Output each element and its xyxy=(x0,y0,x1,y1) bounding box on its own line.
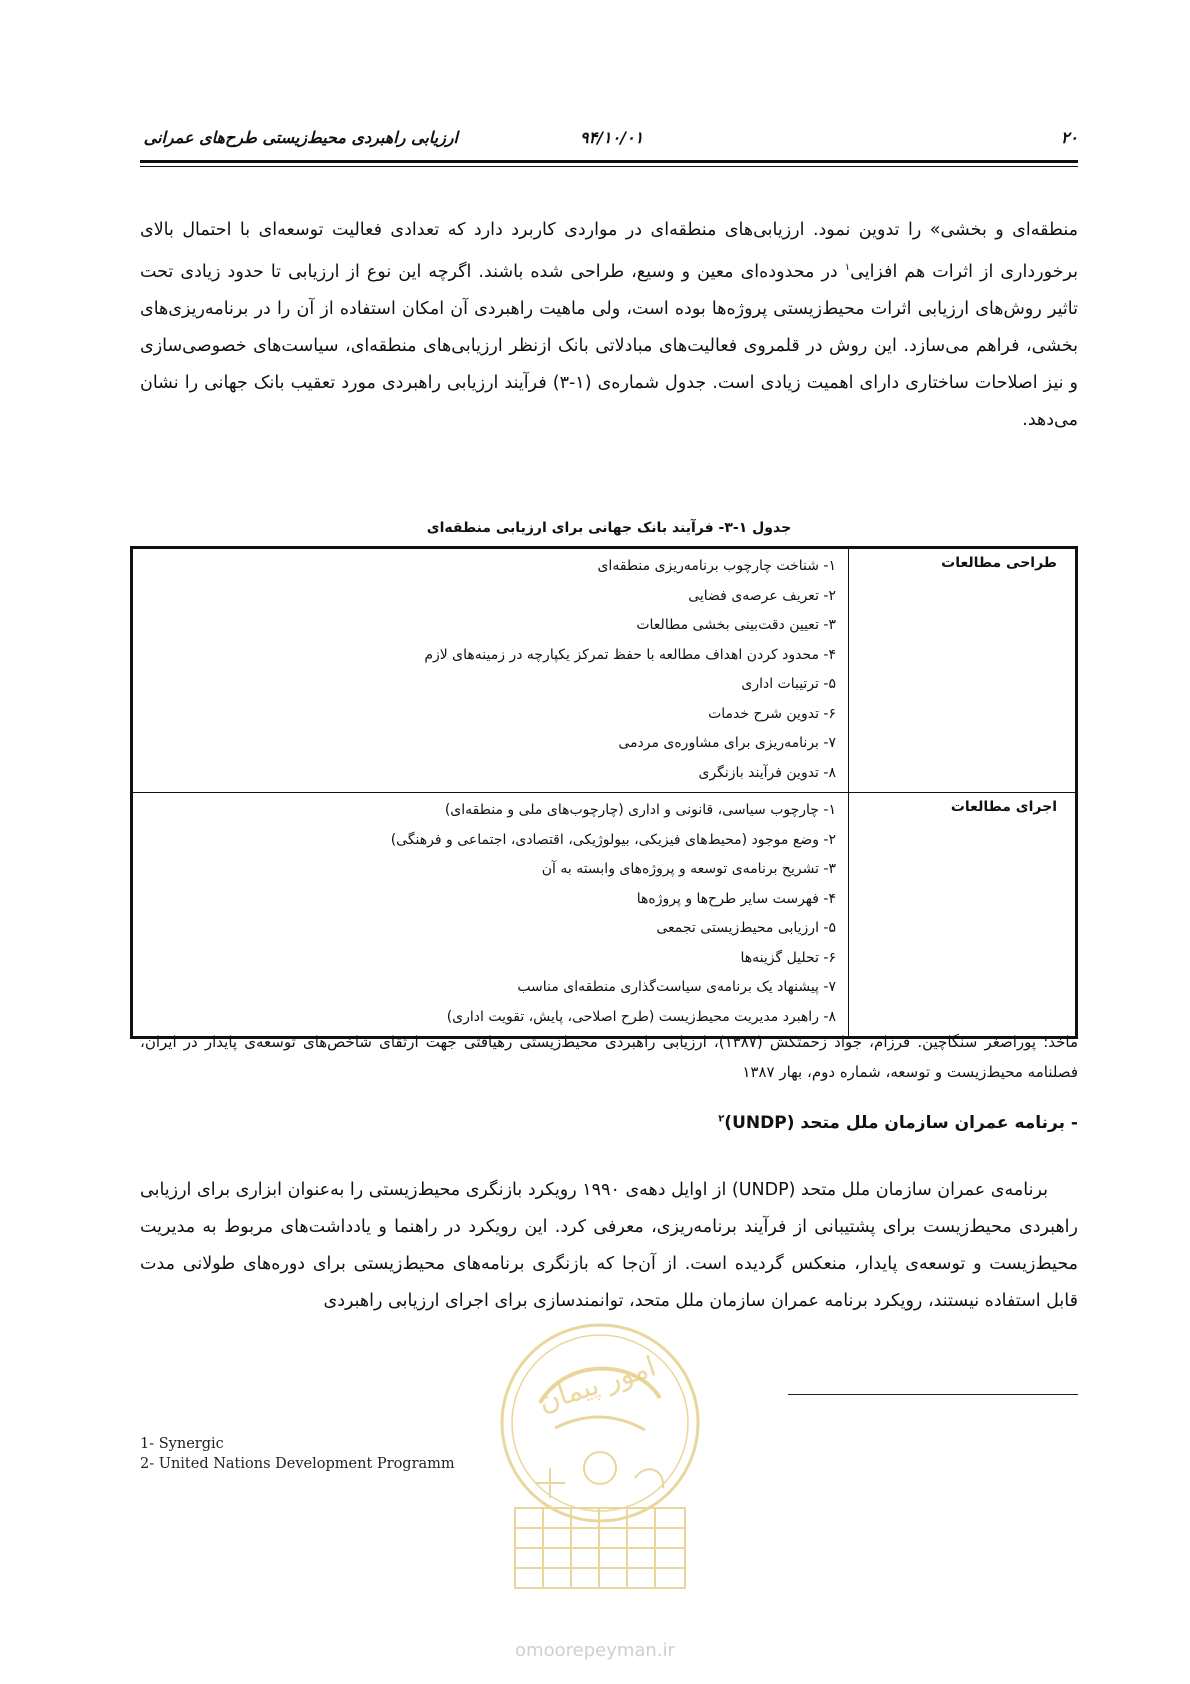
table-item: ۴- فهرست سایر طرح‌ها و پروژه‌ها xyxy=(636,890,836,907)
table-item: ۶- تحلیل گزینه‌ها xyxy=(740,949,836,966)
row-items-execution xyxy=(132,793,849,1038)
table-item: ۲- وضع موجود (محیط‌های فیزیکی، بیولوژیکی، اقتصادی، اجتماعی و فرهنگی) xyxy=(390,831,836,848)
watermark-logo-text: امور پیمان xyxy=(534,1349,660,1419)
watermark-url: omoorepeyman.ir xyxy=(515,1640,675,1661)
table-caption: جدول ۱-۳- فرآیند بانک جهانی برای ارزیابی منطقه‌ای xyxy=(426,520,792,536)
table-item: ۵- ارزیابی محیط‌زیستی تجمعی xyxy=(656,920,836,936)
table-item: ۳- تشریح برنامه‌ی توسعه و پروژه‌های وابسته به آن xyxy=(541,861,836,877)
footnote-1: 1- Synergic xyxy=(140,1436,224,1452)
table-item: ۲- تعریف عرصه‌ی فضایی xyxy=(688,587,836,604)
footnote-rule xyxy=(788,1394,1078,1395)
paragraph-1-text-a: منطقه‌ای و بخشی» را تدوین نمود. ارزیابی‌های منطقه‌ای در مواردی کاربرد دارد که تعدادی فعالیت توسعه‌ای با احتمال بالای برخورداری از اثرات هم افزایی xyxy=(140,220,1078,282)
paragraph-2-text: برنامه‌ی عمران سازمان ملل متحد (UNDP) از اوایل دهه‌ی ۱۹۹۰ رویکرد بازنگری محیط‌زیستی را به‌عنوان ابزاری برای ارزیابی راهبردی محیط‌زیست برای پشتیبانی از فرآیند برنامه‌ریزی، معرفی کرد. این رویکرد در راهنما و یادداشت‌های مربوط به مدیریت محیط‌زیست و توسعه‌ی پایدار، منعکس گردیده است. از آن‌جا که بازنگری برنامه‌های محیط‌زیستی برای دوره‌های طولانی مدت قابل استفاده نیستند، رویکرد برنامه عمران سازمان ملل متحد، توانمندسازی برای اجرای ارزیابی راهبردی xyxy=(140,1180,1078,1311)
table-item: ۱- چارچوب سیاسی، قانونی و اداری (چارچوب‌های ملی و منطقه‌ای) xyxy=(444,802,836,818)
header-rule-thick xyxy=(140,160,1078,163)
footnote-mark-1: ۱ xyxy=(844,262,851,273)
section-heading-text: - برنامه عمران سازمان ملل متحد (UNDP) xyxy=(724,1113,1078,1133)
body-paragraph-2 xyxy=(140,1172,1078,1320)
table-item: ۵- ترتیبات اداری xyxy=(741,676,836,692)
footnotes xyxy=(140,1434,455,1474)
section-heading xyxy=(140,1113,1078,1133)
table-row-execution xyxy=(132,793,1077,1038)
table-item: ۱- شناخت چارچوب برنامه‌ریزی منطقه‌ای xyxy=(597,558,836,574)
paragraph-1-text-b: در محدوده‌ای معین و وسیع، طراحی شده باشند. اگرچه این نوع از ارزیابی تا حدود زیادی تحت تاثیر روش‌های ارزیابی اثرات محیط‌زیستی پروژه‌ها بوده است، ولی ماهیت راهبردی آن امکان استفاده از آن را در برنامه‌ریزی‌های بخشی، فراهم می‌سازد. این روش در قلمروی فعالیت‌های مبادلاتی بانک ازنظر ارزیابی‌های منطقه‌ای، سیاست‌های خصوصی‌سازی و نیز اصلاحات ساختاری دارای اهمیت زیادی است. جدول شماره‌ی (۱-۳) فرآیند ارزیابی راهبردی مورد تعقیب بانک جهانی را نشان می‌دهد. xyxy=(140,261,1078,430)
row-category-design: طراحی مطالعات xyxy=(849,548,1077,793)
row-items-design xyxy=(132,548,849,793)
footnote-2: 2- United Nations Development Programm xyxy=(140,1456,455,1472)
watermark-seal-icon xyxy=(495,1318,705,1618)
row-category-execution: اجرای مطالعات xyxy=(849,793,1077,1038)
body-paragraph-1 xyxy=(140,212,1078,439)
header-date: ۹۴/۱۰/۰۱ xyxy=(580,128,644,147)
footnote-mark-2: ۲ xyxy=(718,1113,725,1125)
header-title: ارزیابی راهبردی محیط‌زیستی طرح‌های عمرانی xyxy=(143,128,458,147)
table-source: ماخذ: پوراصغر سنگاچین. فرزام، جواد زحمتکش (۱۳۸۷)، ارزیابی راهبردی محیط‌زیستی رهیافتی جهت ارتقای شاخص‌های توسعه‌ی پایدار در ایران، فصلنامه محیط‌زیست و توسعه، شماره دوم، بهار ۱۳۸۷ xyxy=(140,1033,1078,1081)
table-item: ۸- تدوین فرآیند بازنگری xyxy=(698,764,836,781)
table-item: ۸- راهبرد مدیریت محیط‌زیست (طرح اصلاحی، پایش، تقویت اداری) xyxy=(446,1008,836,1025)
page-number: ۲۰ xyxy=(1060,128,1078,147)
table-item: ۴- محدود کردن اهداف مطالعه با حفظ تمرکز یکپارچه در زمینه‌های لازم xyxy=(424,646,836,663)
header-rule-thin xyxy=(140,166,1078,167)
table-row-design xyxy=(132,548,1077,793)
process-table xyxy=(130,546,1078,1039)
table-item: ۷- برنامه‌ریزی برای مشاوره‌ی مردمی xyxy=(618,735,836,751)
table-item: ۶- تدوین شرح خدمات xyxy=(708,705,836,722)
table-item: ۷- پیشنهاد یک برنامه‌ی سیاست‌گذاری منطقه‌ای مناسب xyxy=(517,979,836,995)
page-header xyxy=(140,128,1078,156)
table-item: ۳- تعیین دقت‌بینی بخشی مطالعات xyxy=(636,617,836,633)
